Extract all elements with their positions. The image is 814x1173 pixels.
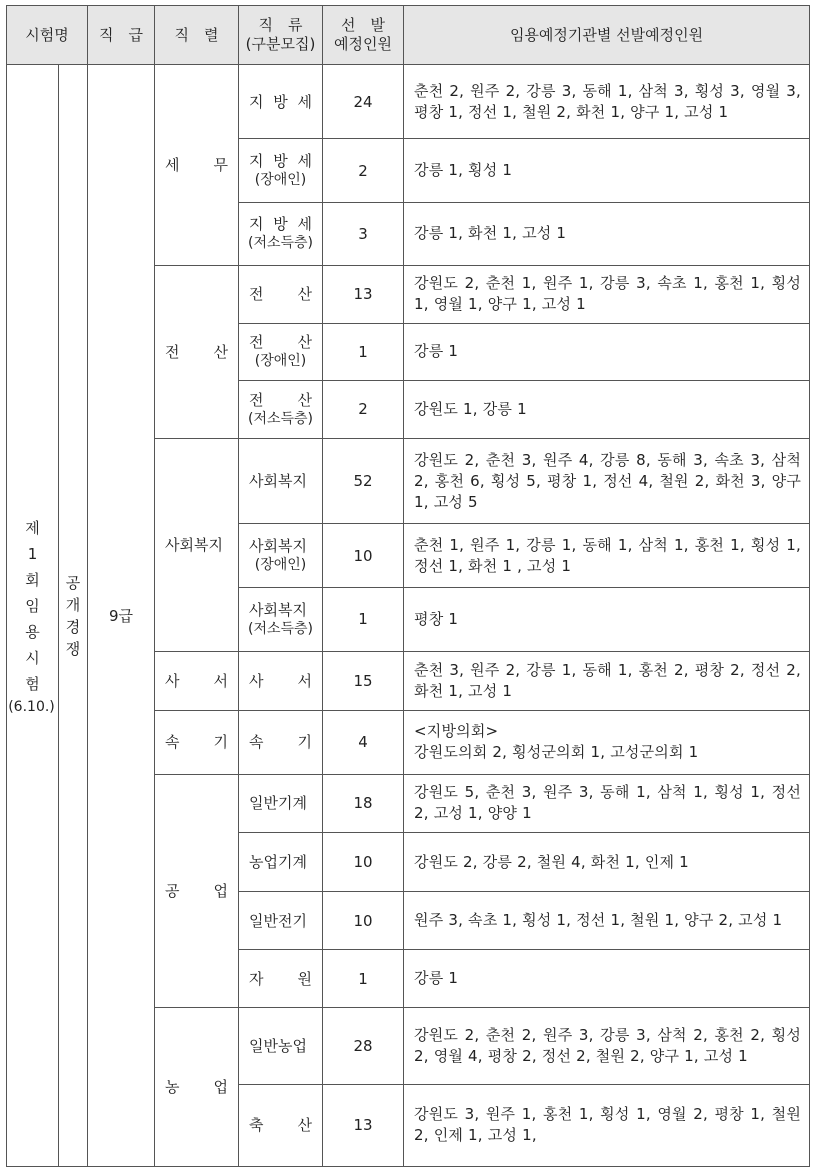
header-row — [7, 6, 810, 65]
grade-cell: 9급 — [88, 65, 155, 1167]
series-label: 농 업 — [165, 1078, 229, 1097]
class-cell — [239, 203, 323, 265]
class-label: 전 산 — [249, 390, 313, 409]
series-cell — [155, 710, 239, 774]
header-count-line2: 예정인원 — [334, 35, 392, 53]
series-label: 세 무 — [165, 155, 229, 174]
class-sublabel: (장애인) — [254, 172, 307, 189]
count-cell: 1 — [323, 323, 404, 380]
class-sublabel: (장애인) — [254, 557, 307, 574]
agencies-cell: 강릉 1 — [404, 950, 810, 1008]
class-label: 자 원 — [249, 969, 313, 988]
agencies-cell: 원주 3, 속초 1, 횡성 1, 정선 1, 철원 1, 양구 2, 고성 1 — [404, 892, 810, 950]
class-label: 사회복지 — [249, 537, 307, 556]
agencies-cell: 강릉 1 — [404, 323, 810, 380]
count-cell: 10 — [323, 833, 404, 892]
recruitment-table — [6, 5, 810, 1167]
count-cell: 13 — [323, 1084, 404, 1166]
count-cell: 1 — [323, 588, 404, 651]
count-cell: 10 — [323, 892, 404, 950]
class-cell — [239, 265, 323, 323]
count-cell: 18 — [323, 774, 404, 832]
class-cell — [239, 588, 323, 651]
class-cell — [239, 323, 323, 380]
count-cell: 2 — [323, 139, 404, 203]
class-cell — [239, 65, 323, 139]
series-cell — [155, 265, 239, 438]
class-label: 전 산 — [249, 285, 313, 304]
class-cell — [239, 438, 323, 523]
header-class-line2: (구분모집) — [245, 35, 316, 53]
header-count-line1: 선 발 — [341, 16, 385, 34]
agencies-cell: 강원도 2, 춘천 1, 원주 1, 강릉 3, 속초 1, 홍천 1, 횡성 1, 영월 1, 양구 1, 고성 1 — [404, 265, 810, 323]
count-cell: 52 — [323, 438, 404, 523]
series-cell — [155, 65, 239, 266]
table-row — [7, 65, 810, 139]
agencies-cell: 평창 1 — [404, 588, 810, 651]
exam-type-cell — [59, 65, 88, 1167]
class-cell — [239, 651, 323, 710]
class-label: 일반농업 — [249, 1037, 307, 1056]
class-label: 지 방 세 — [249, 92, 313, 111]
series-cell — [155, 651, 239, 710]
class-cell — [239, 950, 323, 1008]
exam-name-text: 제1회임용시험 — [25, 518, 40, 693]
agencies-cell: 강릉 1, 화천 1, 고성 1 — [404, 203, 810, 265]
count-cell: 24 — [323, 65, 404, 139]
header-agencies: 임용예정기관별 선발예정인원 — [404, 6, 810, 65]
class-cell — [239, 380, 323, 438]
series-label: 사 서 — [165, 671, 229, 690]
agencies-cell: 강릉 1, 횡성 1 — [404, 139, 810, 203]
class-cell — [239, 774, 323, 832]
class-cell — [239, 710, 323, 774]
agencies-cell: 강원도 1, 강릉 1 — [404, 380, 810, 438]
count-cell: 10 — [323, 524, 404, 588]
class-label: 일반기계 — [249, 794, 307, 813]
agencies-cell: 강원도 5, 춘천 3, 원주 3, 동해 1, 삼척 1, 횡성 1, 정선 2, 고성 1, 양양 1 — [404, 774, 810, 832]
agencies-cell: 강원도 2, 춘천 2, 원주 3, 강릉 3, 삼척 2, 홍천 2, 횡성 2, 영월 4, 평창 2, 정선 2, 철원 2, 양구 1, 고성 1 — [404, 1008, 810, 1084]
agencies-cell: 강원도 2, 강릉 2, 철원 4, 화천 1, 인제 1 — [404, 833, 810, 892]
class-sublabel: (장애인) — [254, 353, 307, 370]
series-label: 사회복지 — [165, 535, 223, 554]
header-exam-name: 시험명 — [7, 6, 88, 65]
header-series: 직 렬 — [155, 6, 239, 65]
header-class — [239, 6, 323, 65]
class-cell — [239, 139, 323, 203]
series-cell — [155, 1008, 239, 1167]
class-label: 전 산 — [249, 333, 313, 352]
exam-date: (6.10.) — [8, 698, 55, 715]
count-cell: 2 — [323, 380, 404, 438]
class-label: 지 방 세 — [249, 152, 313, 171]
class-sublabel: (저소득층) — [248, 620, 314, 637]
agencies-cell: 춘천 3, 원주 2, 강릉 1, 동해 1, 홍천 2, 평창 2, 정선 2, 화천 1, 고성 1 — [404, 651, 810, 710]
agencies-cell: <지방의회> 강원도의회 2, 횡성군의회 1, 고성군의회 1 — [404, 710, 810, 774]
agencies-cell: 강원도 3, 원주 1, 홍천 1, 횡성 1, 영월 2, 평창 1, 철원 2, 인제 1, 고성 1, — [404, 1084, 810, 1166]
series-label: 공 업 — [165, 882, 229, 901]
series-label: 전 산 — [165, 342, 229, 361]
series-cell — [155, 438, 239, 651]
class-cell — [239, 1084, 323, 1166]
count-cell: 4 — [323, 710, 404, 774]
exam-name-cell — [7, 65, 59, 1167]
series-cell — [155, 774, 239, 1008]
class-label: 사 서 — [249, 671, 313, 690]
count-cell: 3 — [323, 203, 404, 265]
class-cell — [239, 833, 323, 892]
class-cell — [239, 892, 323, 950]
exam-type-text: 공개경쟁 — [65, 573, 81, 658]
count-cell: 1 — [323, 950, 404, 1008]
count-cell: 13 — [323, 265, 404, 323]
class-label: 사회복지 — [249, 600, 307, 619]
class-label: 농업기계 — [249, 853, 307, 872]
class-label: 축 산 — [249, 1116, 313, 1135]
agencies-cell: 춘천 2, 원주 2, 강릉 3, 동해 1, 삼척 3, 횡성 3, 영월 3, 평창 1, 정선 1, 철원 2, 화천 1, 양구 1, 고성 1 — [404, 65, 810, 139]
class-cell — [239, 524, 323, 588]
class-cell — [239, 1008, 323, 1084]
header-grade: 직 급 — [88, 6, 155, 65]
count-cell: 28 — [323, 1008, 404, 1084]
class-sublabel: (저소득층) — [248, 410, 314, 427]
header-count — [323, 6, 404, 65]
agencies-cell: 강원도 2, 춘천 3, 원주 4, 강릉 8, 동해 3, 속초 3, 삼척 2, 홍천 6, 횡성 5, 평창 1, 정선 4, 철원 2, 화천 3, 양구 1, 고성 5 — [404, 438, 810, 523]
class-sublabel: (저소득층) — [248, 235, 314, 252]
class-label: 사회복지 — [249, 472, 307, 491]
class-label: 속 기 — [249, 733, 313, 752]
class-label: 지 방 세 — [249, 215, 313, 234]
count-cell: 15 — [323, 651, 404, 710]
series-label: 속 기 — [165, 733, 229, 752]
agencies-cell: 춘천 1, 원주 1, 강릉 1, 동해 1, 삼척 1, 홍천 1, 횡성 1, 정선 1, 화천 1 , 고성 1 — [404, 524, 810, 588]
class-label: 일반전기 — [249, 911, 307, 930]
header-class-line1: 직 류 — [258, 16, 303, 34]
